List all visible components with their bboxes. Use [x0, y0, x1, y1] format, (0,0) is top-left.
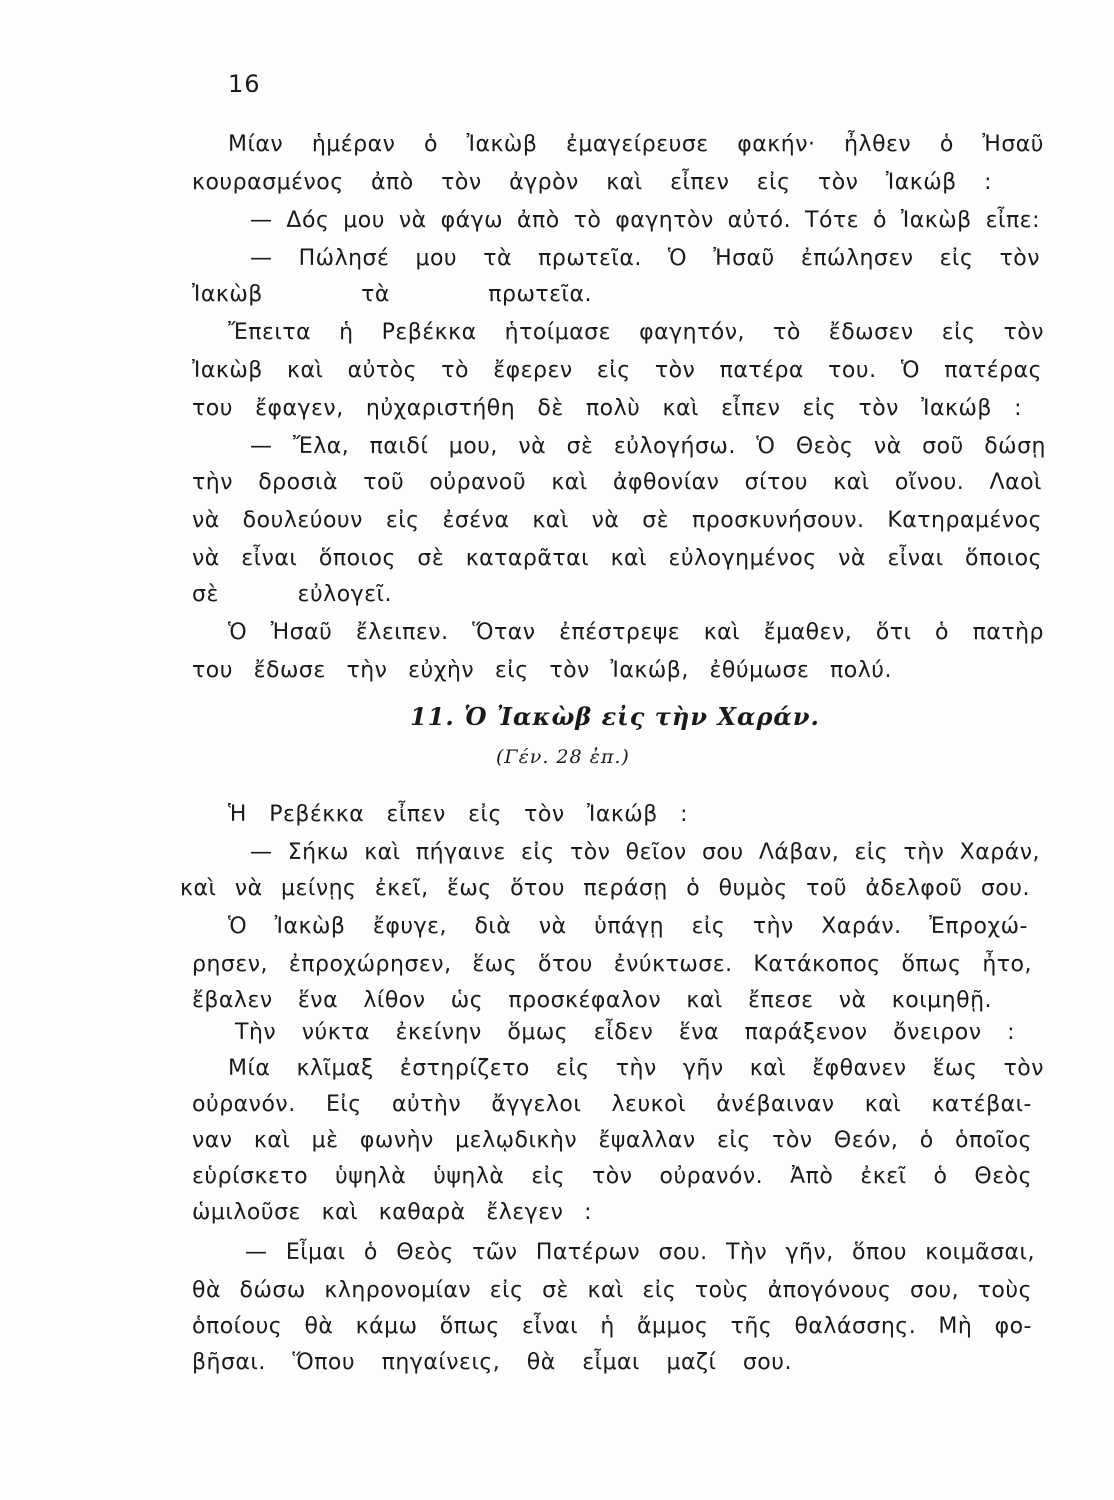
text-line: ναν καὶ μὲ φωνὴν μελῳδικὴν ἔψαλλαν εἰς τὸν Θεόν, ὁ ὁποῖος	[192, 1128, 1032, 1153]
text-line: του ἔφαγεν, ηὐχαριστήθη δὲ πολὺ καὶ εἶπεν εἰς τὸν Ἰακώβ :	[192, 396, 1022, 421]
text-line: Ἰακὼβ καὶ αὐτὸς τὸ ἔφερεν εἰς τὸν πατέρα του. Ὁ πατέρας	[192, 358, 1042, 383]
text-line: Ἰακὼβ τὰ πρωτεῖα.	[192, 282, 592, 307]
text-line: Ὁ Ἰακὼβ ἔφυγε, διὰ νὰ ὑπάγῃ εἰς τὴν Χαράν. Ἐπροχώ-	[228, 914, 1028, 939]
text-line: Μίαν ἡμέραν ὁ Ἰακὼβ ἐμαγείρευσε φακήν· ἦλθεν ὁ Ἠσαῦ	[228, 132, 1044, 157]
page-number: 16	[228, 70, 261, 98]
text-line: ὡμιλοῦσε καὶ καθαρὰ ἔλεγεν :	[192, 1200, 592, 1225]
text-line: νὰ εἶναι ὅποιος σὲ καταρᾶται καὶ εὐλογημένος νὰ εἶναι ὅποιος	[192, 546, 1042, 571]
text-line: — Σήκω καὶ πήγαινε εἰς τὸν θεῖον σου Λάβαν, εἰς τὴν Χαράν,	[250, 840, 1040, 865]
text-line: Ἔπειτα ἡ Ρεβέκκα ἡτοίμασε φαγητόν, τὸ ἔδωσεν εἰς τὸν	[228, 320, 1044, 345]
text-line: οὐρανόν. Εἰς αὐτὴν ἄγγελοι λευκοὶ ἀνέβαιναν καὶ κατέβαι-	[192, 1092, 1032, 1117]
text-line: τὴν δροσιὰ τοῦ οὐρανοῦ καὶ ἀφθονίαν σίτου καὶ οἴνου. Λαοὶ	[192, 470, 1042, 495]
text-line: ἔβαλεν ἕνα λίθον ὡς προσκέφαλον καὶ ἔπεσε νὰ κοιμηθῇ.	[192, 988, 992, 1013]
text-line: κουρασμένος ἀπὸ τὸν ἀγρὸν καὶ εἶπεν εἰς τὸν Ἰακώβ :	[192, 170, 992, 195]
text-line: ρησεν, ἐπροχώρησεν, ἕως ὅτου ἐνύκτωσε. Κατάκοπος ὅπως ἦτο,	[192, 952, 1032, 977]
text-line: ὁποίους θὰ κάμω ὅπως εἶναι ἡ ἄμμος τῆς θαλάσσης. Μὴ φο-	[192, 1314, 1032, 1339]
text-line: — Δός μου νὰ φάγω ἀπὸ τὸ φαγητὸν αὐτό. Τότε ὁ Ἰακὼβ εἶπε:	[250, 208, 1040, 233]
text-line: καὶ νὰ μείνῃς ἐκεῖ, ἕως ὅτου περάσῃ ὁ θυμὸς τοῦ ἀδελφοῦ σου.	[180, 876, 1030, 901]
text-line: θὰ δώσω κληρονομίαν εἰς σὲ καὶ εἰς τοὺς ἀπογόνους σου, τοὺς	[192, 1278, 1032, 1303]
text-line: Μία κλῖμαξ ἐστηρίζετο εἰς τὴν γῆν καὶ ἔφθανεν ἕως τὸν	[228, 1056, 1044, 1081]
text-line: βῆσαι. Ὅπου πηγαίνεις, θὰ εἶμαι μαζί σου.	[192, 1350, 792, 1375]
text-line: — Εἶμαι ὁ Θεὸς τῶν Πατέρων σου. Τὴν γῆν, ὅπου κοιμᾶσαι,	[245, 1240, 1035, 1265]
text-line: — Ἔλα, παιδί μου, νὰ σὲ εὐλογήσω. Ὁ Θεὸς νὰ σοῦ δώσῃ	[250, 434, 1046, 459]
text-line: εὑρίσκετο ὑψηλὰ ὑψηλὰ εἰς τὸν οὐρανόν. Ἀπὸ ἐκεῖ ὁ Θεὸς	[192, 1164, 1032, 1189]
text-line: νὰ δουλεύουν εἰς ἐσένα καὶ νὰ σὲ προσκυνήσουν. Κατηραμένος	[192, 508, 1042, 533]
section-title: 11. Ὁ Ἰακὼβ εἰς τὴν Χαράν.	[410, 702, 820, 731]
text-line: — Πώλησέ μου τὰ πρωτεῖα. Ὁ Ἠσαῦ ἐπώλησεν εἰς τὸν	[250, 246, 1040, 271]
text-line: Τὴν νύκτα ἐκείνην ὅμως εἶδεν ἕνα παράξενον ὄνειρον :	[235, 1020, 1015, 1045]
text-line: Ἡ Ρεβέκκα εἶπεν εἰς τὸν Ἰακώβ :	[228, 802, 688, 827]
text-line: του ἔδωσε τὴν εὐχὴν εἰς τὸν Ἰακώβ, ἐθύμωσε πολύ.	[192, 658, 892, 683]
text-line: Ὁ Ἠσαῦ ἔλειπεν. Ὅταν ἐπέστρεψε καὶ ἔμαθεν, ὅτι ὁ πατὴρ	[228, 620, 1044, 645]
text-line: σὲ εὐλογεῖ.	[192, 582, 392, 607]
section-reference: (Γέν. 28 ἐπ.)	[496, 746, 630, 768]
